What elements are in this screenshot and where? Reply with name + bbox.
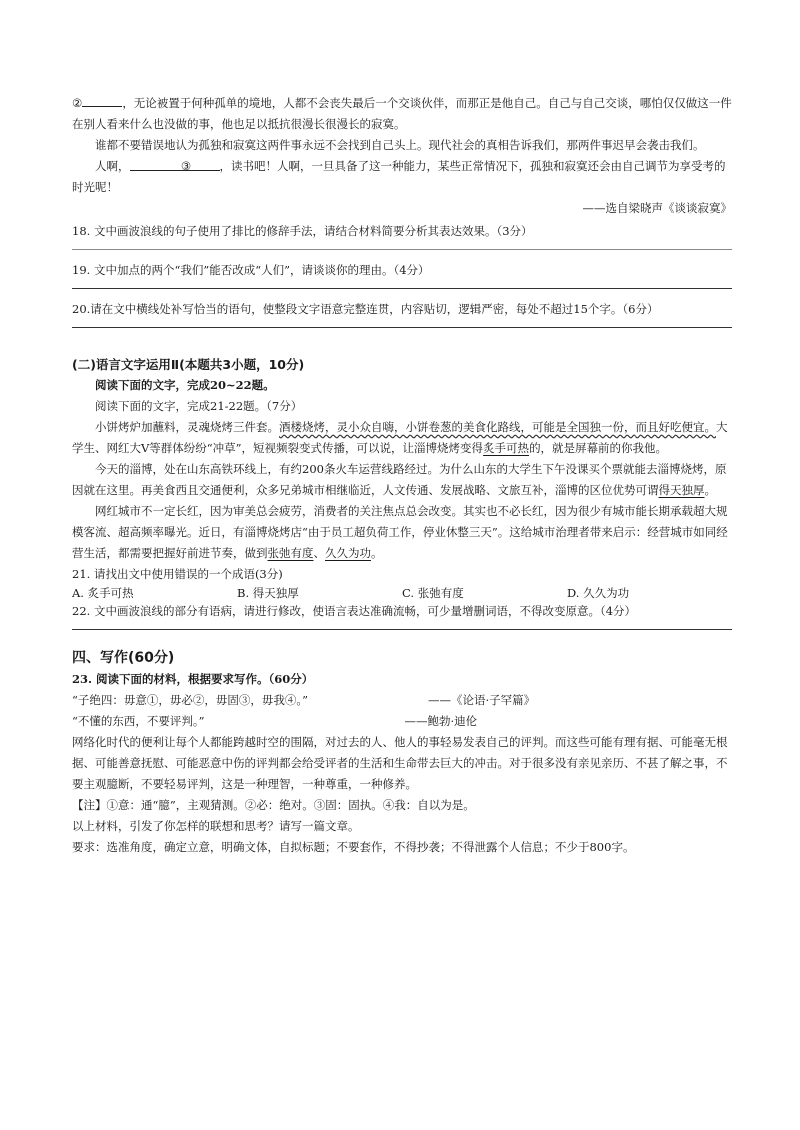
writing-prompt: 以上材料，引发了你怎样的联想和思考？请写一篇文章。 (72, 819, 360, 833)
reading-paragraph-1: 小饼烤炉加蘸料，灵魂烧烤三件套。酒楼烧烤，灵小众自嗨，小饼卷葱的美食化路线，可能是全国独一份，而且好吃便宜。大学生、网红大V等群体纷纷“冲草”，短视频裂变式传播，可以说，让淄博烧烤变得炙手可热的，就是屏幕前的你我他。 (72, 420, 728, 455)
idiom-jiujiuweigong: 久久为功 (325, 546, 371, 560)
option-d[interactable]: D. 久久为功 (567, 586, 630, 600)
exam-page (72, 92, 732, 858)
passage-paragraph-2: 谁都不要错误地认为孤独和寂寞这两件事永远不会找到自己头上。现代社会的真相告诉我们，那两件事迟早会袭击我们。 (95, 138, 705, 152)
idiom-zhishoukere: 炙手可热 (483, 441, 530, 455)
writing-section-title: 四、写作(60分) (72, 650, 175, 666)
writing-material: 网络化时代的便利让每个人都能跨越时空的围隔，对过去的人、他人的事轻易发表自己的评判。而这些可能有理有据、可能毫无根据、可能善意抚慰、可能恶意中伤的评判都会给受评者的生活和生命带去巨大的冲击。对于很多没有亲见亲历、不甚了解之事，不要主观臆断，不要轻易评判，这是一种理智，一种尊重，一种修养。 (72, 735, 728, 791)
passage-paragraph-3: 人啊， ③ ，读书吧！人啊，一旦具备了这一种能力，某些正常情况下，孤独和寂寞还会由自己调节为享受考的时光呢！ (72, 156, 732, 198)
writing-requirements: 要求：选准角度，确定立意，明确文体，自拟标题；不要套作，不得抄袭；不得泄露个人信息；不少于800字。 (72, 840, 635, 854)
quote-dylan-source: ——鲍勃·迪伦 (404, 714, 478, 728)
question-23: 23. 阅读下面的材料，根据要求写作。（60分） (72, 672, 314, 686)
blank-label-2: ② (72, 96, 83, 110)
question-20: 20.请在文中横线处补写恰当的语句，使整段文字语意完整连贯，内容贴切，逻辑严密，每处不超过15个字。（6分） (72, 302, 659, 316)
passage-paragraph-1: ② ，无论被置于何种孤单的境地，人都不会丧失最后一个交谈伙伴，而那正是他自己。自己与自己交谈，哪怕仅仅做这一件在别人看来什么也没做的事，他也足以抵抗很漫长很漫长的寂寞。 (72, 92, 732, 135)
question-22: 22. 文中画波浪线的部分有语病，请进行修改，使语言表达准确流畅，可少量增删词语，不得改变原意。（4分） (72, 604, 637, 618)
question-21-options (72, 585, 732, 601)
answer-blank-3[interactable]: ③ (130, 156, 220, 171)
question-18: 18. 文中画波浪线的句子使用了排比的修辞手法，请结合材料简要分析其表达效果。（3分） (72, 224, 533, 238)
reading-paragraph-2: 今天的淄博，处在山东高铁环线上，有约200条火车运营线路经过。为什么山东的大学生下午没课买个票就能去淄博烧烤，原因就在这里。再美食西且交通便利，众多兄弟城市相继临近，人文传通、发展战略、文旅互补，淄博的区位优势可谓得天独厚。 (72, 462, 727, 497)
question-21: 21. 请找出文中使用错误的一个成语(3分) (72, 567, 283, 581)
writing-notes: 【注】①意：通“臆”，主观猜测。②必：绝对。③固：固执。④我：自以为是。 (72, 798, 475, 812)
idiom-detiandhuhou: 得天独厚 (658, 483, 705, 497)
answer-line-22[interactable] (72, 629, 732, 630)
answer-line-19[interactable] (72, 288, 732, 289)
answer-blank-2[interactable] (82, 92, 122, 107)
section-2-title: (二)语言文字运用Ⅱ(本题共3小题，10分) (72, 357, 305, 372)
section-2-instruction: 阅读下面的文字，完成21-22题。（7分） (95, 399, 303, 413)
quote-analects-source: ——《论语·子罕篇》 (428, 693, 536, 707)
wavy-underlined-sentence: 酒楼烧烤，灵小众自嗨，小饼卷葱的美食化路线，可能是全国独一份， (279, 420, 636, 434)
answer-line-18[interactable] (72, 249, 732, 250)
option-c[interactable]: C. 张弛有度 (402, 586, 464, 600)
option-b[interactable]: B. 得天独厚 (237, 586, 299, 600)
option-a[interactable]: A. 炙手可热 (72, 586, 134, 600)
reading-paragraph-3: 网红城市不一定长红，因为审美总会疲劳，消费者的关注焦点总会改变。其实也不必长红，因为很少有城市能长期承载超大规模客流、超高频率曝光。近日，有淄博烧烤店“由于员工超负荷工作，停业休整三天”。这给城市治理者带来启示：经营城市如同经营生活，都需要把握好前进节奏，做到张弛有度、久久为功。 (72, 504, 728, 560)
section-2-subtitle: 阅读下面的文字，完成20~22题。 (95, 378, 275, 392)
quote-dylan: “不懂的东西，不要评判。” ——鲍勃·迪伦 (72, 714, 478, 728)
quote-analects: “子绝四：毋意①，毋必②，毋固③，毋我④。” ——《论语·子罕篇》 (72, 693, 536, 707)
passage-source: ——选自梁晓声《谈谈寂寞》 (582, 201, 732, 215)
idiom-zhangchiyoudu: 张弛有度 (267, 546, 314, 560)
answer-line-20[interactable] (72, 327, 732, 328)
wavy-underlined-sentence-2: 而且好吃便宜。 (635, 420, 716, 434)
question-19: 19. 文中加点的两个“我们”能否改成“人们”，请谈谈你的理由。（4分） (72, 263, 430, 277)
